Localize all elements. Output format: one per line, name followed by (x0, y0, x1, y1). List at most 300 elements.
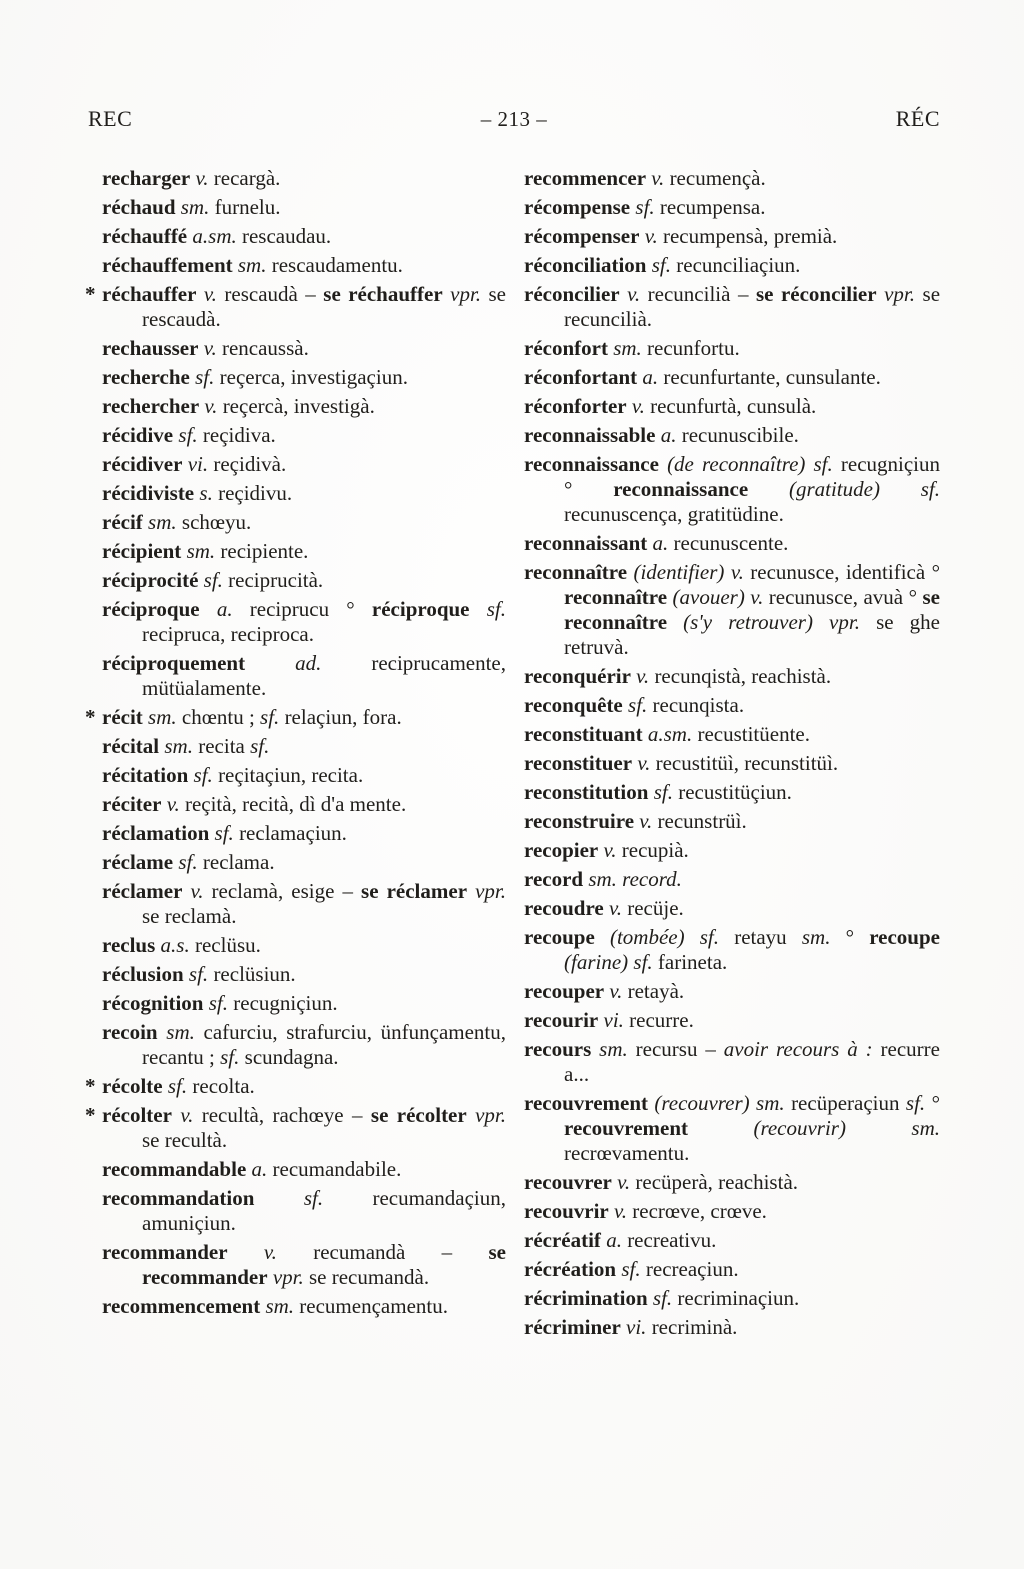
translation: recriminà. (646, 1315, 738, 1339)
grammar-label: (identifier) v. (627, 560, 744, 584)
dictionary-entry (102, 539, 506, 564)
grammar-label: a. (637, 365, 659, 389)
grammar-label: v. (198, 336, 217, 360)
translation: cafurciu, strafurciu, ünfunçamentu, recantu ; (142, 1020, 506, 1069)
translation: recüperà, reachistà. (630, 1170, 799, 1194)
headword: reconnaissant (524, 531, 648, 555)
grammar-label: vi. (620, 1315, 647, 1339)
dictionary-entry (524, 838, 940, 863)
headword: reconstituer (524, 751, 633, 775)
dictionary-entry (524, 809, 940, 834)
grammar-label: sf. (469, 597, 506, 621)
dictionary-entry (102, 597, 506, 647)
dictionary-entry (524, 1286, 940, 1311)
grammar-label: v. (199, 394, 218, 418)
translation: reciprucamente, mütüalamente. (142, 651, 507, 700)
headword: réclamer (102, 879, 183, 903)
grammar-label: sf. (162, 1074, 188, 1098)
translation: recupià. (616, 838, 689, 862)
grammar-label: v. (630, 664, 650, 688)
headword: récriminer (524, 1315, 621, 1339)
dictionary-entry (85, 282, 506, 332)
headword: se reconnaître (564, 585, 940, 634)
translation: reclüsiun. (208, 962, 296, 986)
headword: réchauffement (102, 253, 233, 277)
headword: reconnaissance (613, 477, 749, 501)
grammar-label: sm. (181, 539, 216, 563)
translation: reçidivu. (212, 481, 293, 505)
translation: recüperaçiun (784, 1091, 906, 1115)
margin-asterisk: * (85, 1103, 96, 1127)
translation: reciprucu ° (232, 597, 372, 621)
grammar-label: vpr. (467, 879, 506, 903)
grammar-label: (farine) sf. (564, 950, 653, 974)
grammar-label: (tombée) sf. (594, 925, 720, 949)
translation: rescaudau. (236, 224, 332, 248)
dictionary-entry (524, 979, 940, 1004)
dictionary-entry (524, 867, 940, 892)
translation: reclüsu. (189, 933, 261, 957)
grammar-label: v. (608, 1199, 628, 1223)
dictionary-entry (102, 568, 506, 593)
headword: recoudre (524, 896, 604, 920)
dictionary-entry (102, 452, 506, 477)
translation: reclamaçiun. (233, 821, 347, 845)
guideword-left: REC (88, 106, 133, 131)
dictionary-columns (85, 166, 941, 1344)
headword: réchaud (102, 195, 176, 219)
grammar-label: sf. (250, 734, 270, 758)
translation: se rescaudà. (142, 282, 506, 331)
dictionary-entry (102, 1157, 506, 1182)
dictionary-entry (524, 336, 940, 361)
translation: rescaudà – (216, 282, 324, 306)
translation: recumandabile. (267, 1157, 402, 1181)
grammar-label: (gratitude) sf. (748, 477, 940, 501)
translation: rescaudamentu. (266, 253, 403, 277)
headword: récrimination (524, 1286, 648, 1310)
headword: recommander (102, 1240, 228, 1264)
headword: reconnaître (524, 560, 628, 584)
grammar-label: sf. (203, 991, 228, 1015)
grammar-label: v. (626, 394, 645, 418)
translation: recumpensà, premià. (657, 224, 838, 248)
grammar-label: avoir recours à : (723, 1037, 873, 1061)
headword: réclamation (102, 821, 210, 845)
dictionary-entry (102, 821, 506, 846)
headword: rechausser (102, 336, 199, 360)
headword: récolte (102, 1074, 163, 1098)
dictionary-entry (102, 195, 506, 220)
dictionary-entry (102, 481, 506, 506)
translation: chœntu ; (176, 705, 261, 729)
right-column (524, 166, 940, 1344)
headword: réciproque (371, 597, 470, 621)
dictionary-entry (102, 423, 506, 448)
headword: se recommander (142, 1240, 506, 1289)
dictionary-entry (102, 850, 506, 875)
headword: recharger (102, 166, 191, 190)
margin-asterisk: * (85, 282, 96, 306)
dictionary-entry (524, 722, 940, 747)
headword: se récolter (370, 1103, 467, 1127)
headword: réconforter (524, 394, 627, 418)
dictionary-entry (102, 734, 506, 759)
grammar-label: a.sm. (187, 224, 237, 248)
translation: recrœve, crœve. (627, 1199, 767, 1223)
translation: recolta. (187, 1074, 255, 1098)
headword: recopier (524, 838, 599, 862)
grammar-label: (s'y retrouver) vpr. (667, 610, 860, 634)
translation: se recuncilià. (564, 282, 941, 331)
grammar-label: (de reconnaître) sf. (658, 452, 833, 476)
translation: retayà. (622, 979, 685, 1003)
dictionary-entry (524, 1170, 940, 1195)
grammar-label: sm. record. (583, 867, 682, 891)
grammar-label: sf. (630, 195, 655, 219)
grammar-label: v. (634, 809, 653, 833)
headword: reconquête (524, 693, 623, 717)
translation: recursu – (627, 1037, 724, 1061)
dictionary-entry (524, 1315, 940, 1340)
grammar-label: sf. (188, 763, 213, 787)
dictionary-entry (524, 751, 940, 776)
headword: réconfortant (524, 365, 638, 389)
grammar-label: sf. (622, 693, 648, 717)
headword: recommandation (102, 1186, 255, 1210)
grammar-label: sf. (260, 705, 280, 729)
headword: réconcilier (524, 282, 620, 306)
grammar-label: sm. (801, 925, 831, 949)
headword: reconnaissable (524, 423, 656, 447)
dictionary-entry (85, 1074, 506, 1099)
grammar-label: sm. (157, 1020, 195, 1044)
headword: récipient (102, 539, 182, 563)
translation: recumpensa. (654, 195, 766, 219)
translation: recuncilià – (640, 282, 756, 306)
dictionary-entry (524, 896, 940, 921)
translation: recunfortu. (641, 336, 740, 360)
translation: recugniçiun ° (564, 452, 940, 501)
grammar-label: sm. (159, 734, 193, 758)
dictionary-entry (102, 1186, 506, 1236)
translation: reçerca, investigaçiun. (214, 365, 408, 389)
translation: recunuscença, gratitüdine. (564, 502, 784, 526)
headword: récit (102, 705, 143, 729)
dictionary-entry (102, 1294, 506, 1319)
headword: réciter (102, 792, 162, 816)
dictionary-entry (102, 394, 506, 419)
translation: recunciliaçiun. (671, 253, 801, 277)
headword: se réconcilier (755, 282, 877, 306)
translation: recustitüçiun. (672, 780, 792, 804)
translation: reçercà, investigà. (217, 394, 375, 418)
grammar-label: (recouvrer) sm. (648, 1091, 785, 1115)
headword: récréation (524, 1257, 617, 1281)
dictionary-entry (102, 933, 506, 958)
translation: recargà. (208, 166, 281, 190)
dictionary-entry (102, 253, 506, 278)
translation: schœyu. (176, 510, 252, 534)
dictionary-entry (524, 560, 940, 660)
headword: recouvrement (564, 1116, 689, 1140)
translation: se recumandà. (303, 1265, 430, 1289)
translation: recumençamentu. (294, 1294, 448, 1318)
dictionary-entry (85, 705, 506, 730)
headword: récompenser (524, 224, 640, 248)
dictionary-entry (102, 1240, 506, 1290)
grammar-label: sf. (646, 253, 671, 277)
dictionary-entry (524, 394, 940, 419)
headword: reconstruire (524, 809, 635, 833)
grammar-label: sf. (209, 821, 234, 845)
headword: récif (102, 510, 143, 534)
grammar-label: sf. (616, 1257, 641, 1281)
grammar-label: sf. (254, 1186, 324, 1210)
grammar-label: (avouer) v. (667, 585, 764, 609)
headword: récidive (102, 423, 174, 447)
dictionary-entry (524, 166, 940, 191)
translation: scundagna. (239, 1045, 339, 1069)
headword: reconnaissance (524, 452, 659, 476)
translation: recreativu. (621, 1228, 717, 1252)
translation: farineta. (652, 950, 728, 974)
headword: réciproque (102, 597, 200, 621)
headword: récréatif (524, 1228, 601, 1252)
grammar-label: vpr. (442, 282, 482, 306)
grammar-label: a.sm. (642, 722, 693, 746)
translation: recunqista. (647, 693, 745, 717)
headword: récidiviste (102, 481, 195, 505)
translation: recultà, rachœye – (193, 1103, 371, 1127)
headword: récital (102, 734, 160, 758)
headword: recommencer (524, 166, 647, 190)
grammar-label: v. (182, 879, 204, 903)
translation: recurre. (623, 1008, 694, 1032)
grammar-label: v. (604, 979, 623, 1003)
grammar-label: v. (639, 224, 658, 248)
grammar-label: sm. (607, 336, 642, 360)
grammar-label: a. (647, 531, 669, 555)
grammar-label: sm. (142, 510, 177, 534)
translation: recumandaçiun, amuniçiun. (142, 1186, 506, 1235)
translation: retayu (719, 925, 802, 949)
translation: recumandà – (276, 1240, 489, 1264)
translation: recrœvamentu. (564, 1141, 690, 1165)
dictionary-entry (524, 1091, 940, 1166)
translation: recustitüì, recunstitüì. (650, 751, 839, 775)
grammar-label: v. (619, 282, 641, 306)
translation: reclamà, esige – (203, 879, 362, 903)
translation: recunuscente. (668, 531, 789, 555)
translation: recunusce, avuà ° (763, 585, 923, 609)
dictionary-entry (102, 962, 506, 987)
grammar-label: v. (196, 282, 217, 306)
headword: recourir (524, 1008, 599, 1032)
headword: recoupe (524, 925, 595, 949)
headword: recouvrement (524, 1091, 649, 1115)
headword: réclusion (102, 962, 184, 986)
grammar-label: sf. (220, 1045, 240, 1069)
grammar-label: vi. (598, 1008, 624, 1032)
dictionary-entry (102, 1020, 506, 1070)
dictionary-entry (524, 423, 940, 448)
grammar-label: sf. (189, 365, 215, 389)
translation: recunusce, identificà ° (743, 560, 940, 584)
headword: recoupe (869, 925, 940, 949)
dictionary-entry (524, 531, 940, 556)
headword: recouper (524, 979, 605, 1003)
grammar-label: sf. (198, 568, 223, 592)
headword: recommandable (102, 1157, 247, 1181)
translation: ° (830, 925, 870, 949)
translation: recustitüente. (692, 722, 810, 746)
headword: récidiver (102, 452, 183, 476)
translation: recreaçiun. (640, 1257, 739, 1281)
grammar-label: v. (227, 1240, 277, 1264)
grammar-label: vpr. (267, 1265, 304, 1289)
grammar-label: a. (655, 423, 677, 447)
page-header (88, 106, 940, 132)
headword: récolter (102, 1103, 172, 1127)
headword: réclame (102, 850, 174, 874)
dictionary-entry (524, 780, 940, 805)
translation: recugniçiun. (228, 991, 338, 1015)
translation: reçidivà. (208, 452, 287, 476)
headword: récompense (524, 195, 631, 219)
margin-asterisk: * (85, 705, 96, 729)
translation: reciprucità. (222, 568, 324, 592)
headword: reconquérir (524, 664, 631, 688)
dictionary-entry (102, 792, 506, 817)
headword: réconciliation (524, 253, 647, 277)
grammar-label: vpr. (876, 282, 916, 306)
grammar-label: v. (161, 792, 180, 816)
grammar-label: sf. (647, 1286, 673, 1310)
translation: recunfurtà, cunsulà. (644, 394, 817, 418)
grammar-label: v. (603, 896, 622, 920)
translation: se reclamà. (142, 904, 237, 928)
headword: récitation (102, 763, 189, 787)
headword: recouvrer (524, 1170, 612, 1194)
dictionary-entry (102, 879, 506, 929)
headword: recouvrir (524, 1199, 609, 1223)
dictionary-entry (102, 763, 506, 788)
headword: recours (524, 1037, 592, 1061)
translation: recipruca, reciproca. (142, 622, 314, 646)
headword: recoin (102, 1020, 158, 1044)
left-column (85, 166, 507, 1344)
grammar-label: a. (600, 1228, 622, 1252)
headword: réciprocité (102, 568, 199, 592)
translation: recunqistà, reachistà. (649, 664, 832, 688)
dictionary-entry (524, 365, 940, 390)
dictionary-entry (524, 224, 940, 249)
translation: reçidiva. (197, 423, 276, 447)
grammar-label: v. (646, 166, 665, 190)
translation: recüje. (621, 896, 684, 920)
grammar-label: v. (190, 166, 209, 190)
grammar-label: a.s. (155, 933, 190, 957)
headword: récognition (102, 991, 204, 1015)
headword: réconfort (524, 336, 608, 360)
grammar-label: v. (598, 838, 617, 862)
dictionary-entry (524, 925, 940, 975)
dictionary-entry (524, 195, 940, 220)
dictionary-entry (85, 1103, 507, 1153)
dictionary-entry (524, 693, 940, 718)
translation: relaçiun, fora. (279, 705, 402, 729)
headword: reconstitution (524, 780, 649, 804)
dictionary-entry (524, 1228, 940, 1253)
grammar-label: sm. (142, 705, 177, 729)
grammar-label: vpr. (466, 1103, 507, 1127)
translation: recunstrüì. (652, 809, 747, 833)
translation: recurre a... (564, 1037, 940, 1086)
translation: reçitaçiun, recita. (212, 763, 364, 787)
grammar-label: v. (171, 1103, 194, 1127)
dictionary-entry (524, 1257, 940, 1282)
headword: se réclamer (361, 879, 468, 903)
grammar-label: v. (632, 751, 651, 775)
headword: reconstituant (524, 722, 643, 746)
headword: record (524, 867, 584, 891)
grammar-label: sf. (173, 423, 198, 447)
headword: réciproquement (102, 651, 246, 675)
dictionary-entry (524, 452, 940, 527)
grammar-label: sf. (905, 1091, 926, 1115)
headword: recommencement (102, 1294, 261, 1318)
dictionary-entry (102, 224, 506, 249)
headword: réchauffer (102, 282, 197, 306)
grammar-label: (recouvrir) sm. (688, 1116, 940, 1140)
dictionary-entry (524, 282, 940, 332)
translation: recipiente. (215, 539, 309, 563)
translation: recriminaçiun. (672, 1286, 800, 1310)
grammar-label: s. (194, 481, 213, 505)
translation: se ghe retruvà. (564, 610, 940, 659)
grammar-label: sm. (175, 195, 210, 219)
page-number: – 213 – (480, 107, 548, 131)
translation: reçità, recità, dì d'a mente. (179, 792, 407, 816)
headword: se réchauffer (323, 282, 443, 306)
dictionary-entry (524, 1008, 940, 1033)
dictionary-entry (102, 651, 506, 701)
dictionary-entry (102, 365, 506, 390)
translation: rencaussà. (216, 336, 309, 360)
grammar-label: vi. (182, 452, 209, 476)
dictionary-entry (102, 166, 506, 191)
dictionary-entry (524, 664, 940, 689)
headword: rechercher (102, 394, 200, 418)
headword: réchauffé (102, 224, 188, 248)
dictionary-entry (524, 1037, 940, 1087)
grammar-label: sm. (260, 1294, 295, 1318)
grammar-label: sm. (591, 1037, 628, 1061)
grammar-label: sm. (232, 253, 267, 277)
grammar-label: v. (611, 1170, 631, 1194)
grammar-label: ad. (245, 651, 322, 675)
dictionary-entry (524, 1199, 940, 1224)
guideword-right: RÉC (895, 106, 940, 131)
margin-asterisk: * (85, 1074, 96, 1098)
dictionary-entry (102, 510, 506, 535)
grammar-label: sf. (648, 780, 673, 804)
translation: recunuscibile. (676, 423, 799, 447)
translation: reclama. (197, 850, 275, 874)
grammar-label: sf. (173, 850, 198, 874)
translation: recita (192, 734, 251, 758)
